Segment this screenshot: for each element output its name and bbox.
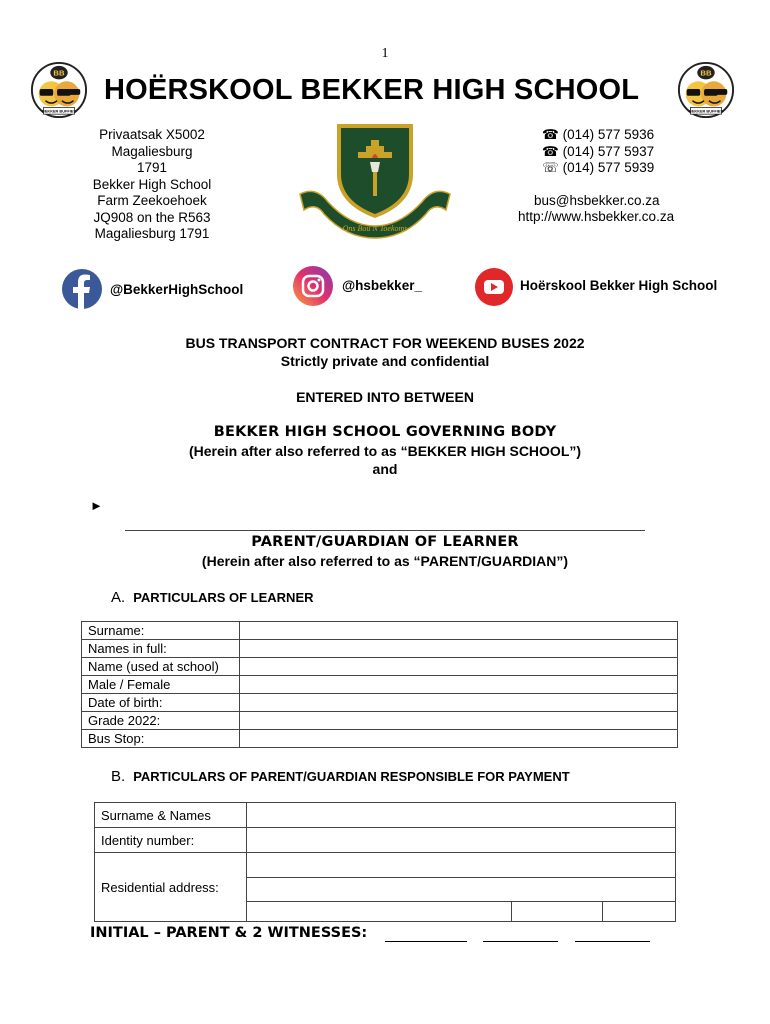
school-mascot-logo-left — [30, 61, 88, 119]
initials-label: INITIAL – PARENT & 2 WITNESSES: — [90, 925, 368, 941]
field-input[interactable] — [247, 902, 512, 922]
youtube-icon[interactable] — [475, 268, 513, 306]
field-input[interactable] — [240, 694, 678, 712]
phone-number: (014) 577 5936 — [562, 127, 655, 142]
address-line: Magaliesburg — [111, 143, 193, 159]
field-label: Bus Stop: — [82, 730, 240, 748]
field-input[interactable] — [247, 853, 676, 878]
postal-address — [84, 127, 220, 243]
fax-number: (014) 577 5939 — [562, 160, 655, 175]
page-number: 1 — [381, 46, 389, 61]
table-row — [82, 640, 678, 658]
address-line: Bekker High School — [92, 176, 212, 192]
bullet-arrow: ► — [90, 498, 103, 513]
table-row — [82, 730, 678, 748]
table-row — [95, 828, 676, 853]
section-letter: A. — [111, 589, 126, 606]
section-title: PARTICULARS OF PARENT/GUARDIAN RESPONSIBLE FOR PAYMENT — [133, 769, 570, 784]
section-b-heading — [111, 768, 570, 785]
address-line: Privaatsak X5002 — [99, 127, 205, 142]
field-input[interactable] — [240, 676, 678, 694]
learner-particulars-table — [81, 621, 678, 748]
instagram-icon[interactable] — [293, 266, 333, 306]
field-label: Identity number: — [95, 828, 247, 853]
table-row — [95, 853, 676, 878]
phone-line — [508, 144, 688, 161]
party-two-reference: (Herein after also referred to as “PARENT/GUARDIAN”) — [201, 553, 569, 569]
table-row — [82, 676, 678, 694]
field-label: Name (used at school) — [82, 658, 240, 676]
table-row — [82, 622, 678, 640]
address-line: 1791 — [136, 160, 168, 175]
mascot-badge-text: BEKKER BUFFIES — [689, 109, 723, 114]
field-label: Names in full: — [82, 640, 240, 658]
table-row — [95, 803, 676, 828]
field-input[interactable] — [240, 622, 678, 640]
party-one-reference: (Herein after also referred to as “BEKKER HIGH SCHOOL”) — [188, 443, 582, 459]
address-line: Magaliesburg 1791 — [94, 226, 210, 241]
address-line: JQ908 on the R563 — [93, 209, 211, 225]
field-label: Residential address: — [95, 853, 247, 922]
table-row — [82, 712, 678, 730]
crest-motto: Ons Bou N Toekoms — [342, 224, 408, 233]
entered-into-between: ENTERED INTO BETWEEN — [296, 389, 474, 405]
field-label: Male / Female — [82, 676, 240, 694]
field-input[interactable] — [512, 902, 603, 922]
facebook-handle[interactable]: @BekkerHighSchool — [110, 282, 244, 297]
field-label: Date of birth: — [82, 694, 240, 712]
field-input[interactable] — [603, 902, 676, 922]
telephone-icon: ☎ — [542, 143, 559, 159]
mascot-bubble-text: BB — [700, 68, 712, 78]
phone-number: (014) 577 5937 — [562, 143, 655, 159]
field-input[interactable] — [240, 730, 678, 748]
school-name-heading: HOËRSKOOL BEKKER HIGH SCHOOL — [104, 74, 640, 106]
mascot-bubble-text: BB — [53, 68, 65, 78]
party-one-name: BEKKER HIGH SCHOOL GOVERNING BODY — [213, 424, 557, 440]
parent-particulars-table — [94, 802, 676, 922]
parent-initial-line[interactable] — [385, 941, 467, 942]
school-mascot-logo-right — [677, 61, 735, 119]
instagram-handle[interactable]: @hsbekker_ — [342, 278, 422, 293]
witness-two-initial-line[interactable] — [575, 941, 650, 942]
initials-line — [90, 925, 367, 941]
field-input[interactable] — [240, 640, 678, 658]
field-input[interactable] — [247, 878, 676, 902]
fax-line — [508, 160, 688, 177]
field-label: Grade 2022: — [82, 712, 240, 730]
party-two-name: PARENT/GUARDIAN OF LEARNER — [251, 534, 519, 550]
section-letter: B. — [111, 768, 126, 785]
contract-subtitle: Strictly private and confidential — [280, 353, 490, 369]
contract-title: BUS TRANSPORT CONTRACT FOR WEEKEND BUSES 2022 — [185, 335, 585, 351]
field-input[interactable] — [247, 803, 676, 828]
section-title: PARTICULARS OF LEARNER — [133, 590, 314, 605]
website-link[interactable]: http://www.hsbekker.co.za — [518, 209, 675, 224]
witness-one-initial-line[interactable] — [483, 941, 558, 942]
and-conjunction: and — [372, 461, 398, 477]
table-row — [82, 658, 678, 676]
field-label: Surname: — [82, 622, 240, 640]
email-link[interactable]: bus@hsbekker.co.za — [534, 192, 660, 208]
section-a-heading — [111, 589, 314, 606]
youtube-channel[interactable]: Hoërskool Bekker High School — [520, 278, 718, 293]
school-crest-logo — [298, 122, 452, 240]
parent-name-line[interactable] — [125, 530, 645, 531]
address-line: Farm Zeekoehoek — [97, 193, 207, 208]
table-row — [82, 694, 678, 712]
field-input[interactable] — [240, 712, 678, 730]
phone-line — [508, 127, 688, 144]
field-input[interactable] — [240, 658, 678, 676]
mascot-badge-text: BEKKER BUFFIES — [42, 109, 76, 114]
field-input[interactable] — [247, 828, 676, 853]
contact-details — [508, 127, 688, 226]
telephone-icon: ☎ — [542, 127, 559, 142]
fax-icon: ☏ — [542, 160, 559, 175]
field-label: Surname & Names — [95, 803, 247, 828]
facebook-icon[interactable] — [62, 269, 102, 309]
